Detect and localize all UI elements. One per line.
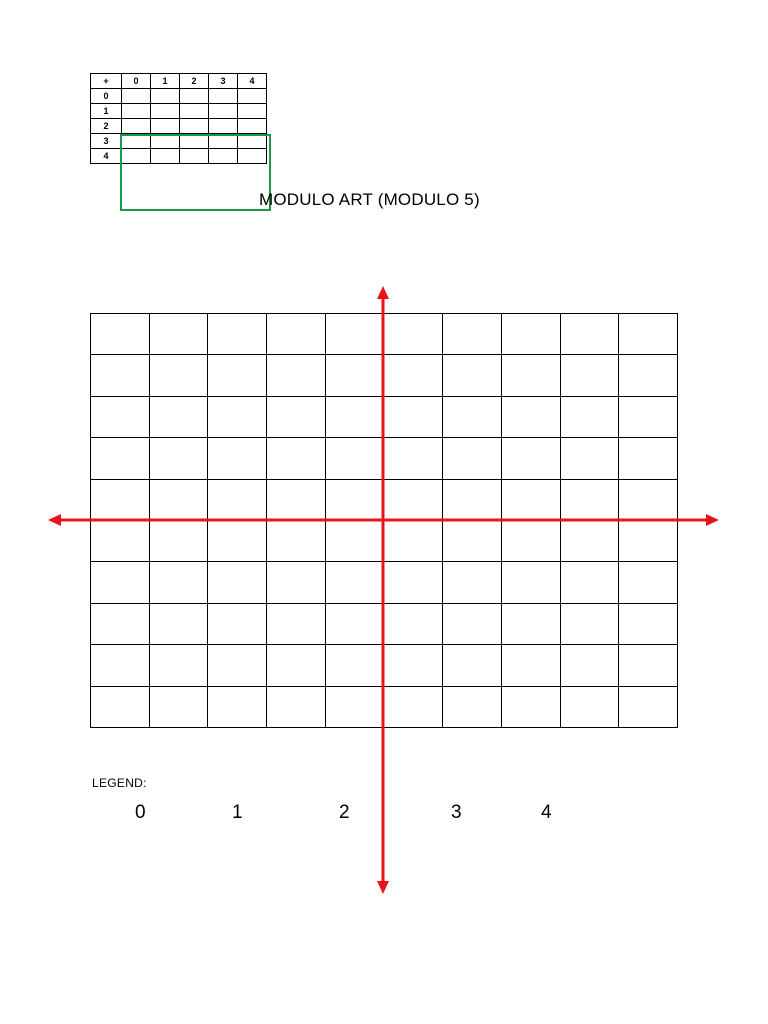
- grid-cell[interactable]: [91, 603, 150, 644]
- legend-item: 4: [541, 802, 552, 823]
- grid-cell[interactable]: [267, 562, 326, 603]
- grid-cell[interactable]: [208, 603, 267, 644]
- grid-cell[interactable]: [91, 396, 150, 437]
- grid-cell[interactable]: [325, 686, 384, 727]
- grid-cell[interactable]: [384, 520, 443, 561]
- grid-cell[interactable]: [560, 562, 619, 603]
- addition-table-col-header: 1: [151, 74, 180, 89]
- grid-row: [91, 479, 678, 520]
- addition-table-cell[interactable]: [238, 89, 267, 104]
- addition-table-header-row: [91, 74, 267, 89]
- addition-table-row: [91, 119, 267, 134]
- legend-label: LEGEND:: [92, 776, 147, 790]
- grid-cell[interactable]: [208, 438, 267, 479]
- grid-cell[interactable]: [443, 314, 502, 355]
- grid-cell[interactable]: [91, 562, 150, 603]
- legend-item: 0: [135, 802, 146, 823]
- grid-cell[interactable]: [443, 603, 502, 644]
- addition-table-row-header: 4: [91, 149, 122, 164]
- grid-cell[interactable]: [325, 396, 384, 437]
- grid-cell[interactable]: [208, 355, 267, 396]
- grid-cell[interactable]: [267, 396, 326, 437]
- addition-table-cell[interactable]: [180, 89, 209, 104]
- addition-table-col-header: 0: [122, 74, 151, 89]
- grid-cell[interactable]: [325, 479, 384, 520]
- grid-cell[interactable]: [384, 603, 443, 644]
- grid-cell[interactable]: [619, 603, 678, 644]
- addition-table-cell[interactable]: [180, 104, 209, 119]
- grid-cell[interactable]: [325, 645, 384, 686]
- grid-cell[interactable]: [91, 686, 150, 727]
- legend-item: 3: [451, 802, 462, 823]
- grid-row: [91, 520, 678, 561]
- grid-cell[interactable]: [443, 686, 502, 727]
- grid-cell[interactable]: [149, 686, 208, 727]
- addition-table-cell[interactable]: [151, 89, 180, 104]
- grid-cell[interactable]: [443, 355, 502, 396]
- grid-cell[interactable]: [208, 520, 267, 561]
- addition-table-col-header: 2: [180, 74, 209, 89]
- grid-cell[interactable]: [208, 686, 267, 727]
- grid-cell[interactable]: [149, 314, 208, 355]
- grid-cell[interactable]: [560, 686, 619, 727]
- grid-cell[interactable]: [384, 438, 443, 479]
- grid-cell[interactable]: [384, 686, 443, 727]
- grid-cell[interactable]: [91, 520, 150, 561]
- grid-cell[interactable]: [619, 396, 678, 437]
- grid-cell[interactable]: [208, 479, 267, 520]
- grid-cell[interactable]: [619, 520, 678, 561]
- grid-cell[interactable]: [91, 355, 150, 396]
- grid-cell[interactable]: [501, 603, 560, 644]
- grid-cell[interactable]: [501, 686, 560, 727]
- addition-table-cell[interactable]: [238, 119, 267, 134]
- grid-cell[interactable]: [149, 520, 208, 561]
- addition-table-row-header: 2: [91, 119, 122, 134]
- addition-table-row-header: 1: [91, 104, 122, 119]
- addition-table-cell[interactable]: [180, 119, 209, 134]
- grid-cell[interactable]: [325, 603, 384, 644]
- grid-cell[interactable]: [384, 562, 443, 603]
- grid-cell[interactable]: [384, 645, 443, 686]
- grid-cell[interactable]: [619, 438, 678, 479]
- grid-cell[interactable]: [619, 355, 678, 396]
- grid-cell[interactable]: [560, 396, 619, 437]
- grid-cell[interactable]: [501, 355, 560, 396]
- grid-cell[interactable]: [443, 396, 502, 437]
- addition-table-cell[interactable]: [209, 104, 238, 119]
- grid-cell[interactable]: [619, 562, 678, 603]
- grid-cell[interactable]: [443, 562, 502, 603]
- grid-cell[interactable]: [149, 438, 208, 479]
- addition-table-cell[interactable]: [151, 119, 180, 134]
- grid-cell[interactable]: [560, 520, 619, 561]
- grid-cell[interactable]: [149, 645, 208, 686]
- addition-table-cell[interactable]: [122, 104, 151, 119]
- axis-arrow-right-icon: [706, 514, 719, 526]
- grid-cell[interactable]: [267, 520, 326, 561]
- grid-cell[interactable]: [443, 520, 502, 561]
- grid-cell[interactable]: [560, 603, 619, 644]
- axis-arrow-down-icon: [377, 881, 389, 894]
- grid-row: [91, 645, 678, 686]
- grid-cell[interactable]: [325, 314, 384, 355]
- grid-cell[interactable]: [619, 645, 678, 686]
- grid-row: [91, 355, 678, 396]
- grid-cell[interactable]: [325, 355, 384, 396]
- grid-cell[interactable]: [501, 314, 560, 355]
- grid-cell[interactable]: [91, 645, 150, 686]
- grid-cell[interactable]: [149, 355, 208, 396]
- grid-cell[interactable]: [619, 479, 678, 520]
- grid-cell[interactable]: [501, 438, 560, 479]
- grid-cell[interactable]: [267, 438, 326, 479]
- addition-table-cell[interactable]: [209, 119, 238, 134]
- grid-cell[interactable]: [91, 438, 150, 479]
- legend-item: 1: [232, 802, 243, 823]
- grid-row: [91, 686, 678, 727]
- grid-row: [91, 314, 678, 355]
- addition-table-row: [91, 104, 267, 119]
- grid-row: [91, 438, 678, 479]
- grid-cell[interactable]: [560, 479, 619, 520]
- grid-cell[interactable]: [208, 314, 267, 355]
- grid-cell[interactable]: [384, 355, 443, 396]
- grid-cell[interactable]: [443, 479, 502, 520]
- grid-cell[interactable]: [149, 396, 208, 437]
- addition-table-col-header: 3: [209, 74, 238, 89]
- grid-cell[interactable]: [325, 562, 384, 603]
- grid-cell[interactable]: [619, 314, 678, 355]
- axis-arrow-left-icon: [48, 514, 61, 526]
- grid-cell[interactable]: [560, 438, 619, 479]
- grid-cell[interactable]: [501, 520, 560, 561]
- grid-cell[interactable]: [208, 562, 267, 603]
- grid-cell[interactable]: [149, 562, 208, 603]
- grid-cell[interactable]: [501, 396, 560, 437]
- addition-table-cell[interactable]: [122, 119, 151, 134]
- grid-cell[interactable]: [267, 686, 326, 727]
- grid-cell[interactable]: [501, 562, 560, 603]
- grid-cell[interactable]: [149, 603, 208, 644]
- grid-cell[interactable]: [443, 438, 502, 479]
- addition-table-cell[interactable]: [209, 89, 238, 104]
- addition-table-row-header: 0: [91, 89, 122, 104]
- grid-cell[interactable]: [267, 645, 326, 686]
- addition-table-col-header: 4: [238, 74, 267, 89]
- grid-cell[interactable]: [149, 479, 208, 520]
- grid-cell[interactable]: [443, 645, 502, 686]
- grid-cell[interactable]: [560, 645, 619, 686]
- grid-cell[interactable]: [384, 314, 443, 355]
- grid-row: [91, 603, 678, 644]
- addition-table-cell[interactable]: [151, 104, 180, 119]
- coordinate-grid: [90, 313, 678, 728]
- grid-cell[interactable]: [384, 479, 443, 520]
- grid-cell[interactable]: [325, 438, 384, 479]
- grid-cell[interactable]: [560, 355, 619, 396]
- grid-cell[interactable]: [501, 479, 560, 520]
- addition-table-row-header: 3: [91, 134, 122, 149]
- grid-cell[interactable]: [325, 520, 384, 561]
- grid-cell[interactable]: [267, 314, 326, 355]
- legend-item: 2: [339, 802, 350, 823]
- addition-table-cell[interactable]: [238, 104, 267, 119]
- highlight-box: [120, 134, 271, 211]
- page-title: MODULO ART (MODULO 5): [259, 190, 480, 209]
- grid-cell[interactable]: [384, 396, 443, 437]
- axis-arrow-up-icon: [377, 286, 389, 299]
- grid-cell[interactable]: [267, 603, 326, 644]
- grid-cell[interactable]: [560, 314, 619, 355]
- grid-cell[interactable]: [619, 686, 678, 727]
- grid-cell[interactable]: [267, 479, 326, 520]
- addition-table-cell[interactable]: [122, 89, 151, 104]
- addition-table-row: [91, 89, 267, 104]
- grid-cell[interactable]: [267, 355, 326, 396]
- grid-cell[interactable]: [91, 314, 150, 355]
- grid-cell[interactable]: [208, 396, 267, 437]
- grid-cell[interactable]: [501, 645, 560, 686]
- grid-row: [91, 396, 678, 437]
- grid-cell[interactable]: [208, 645, 267, 686]
- grid-row: [91, 562, 678, 603]
- addition-table-corner: +: [91, 74, 122, 89]
- grid-cell[interactable]: [91, 479, 150, 520]
